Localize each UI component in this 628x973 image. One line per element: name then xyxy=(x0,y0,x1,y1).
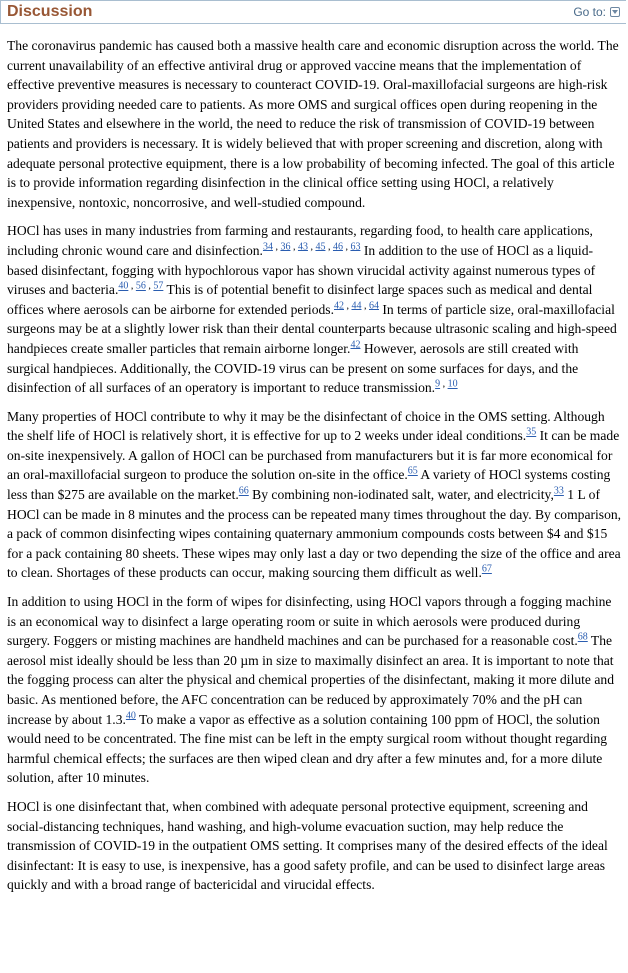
citation-separator: , xyxy=(290,241,298,253)
citation-link[interactable]: 45 xyxy=(315,241,326,253)
citation-link[interactable]: 40 xyxy=(118,280,129,292)
citation-separator: , xyxy=(342,241,351,253)
citation-link[interactable]: 36 xyxy=(280,241,291,253)
citation-link[interactable]: 9 xyxy=(435,378,441,390)
citation-separator: , xyxy=(128,280,136,292)
citation-link[interactable]: 33 xyxy=(553,485,564,497)
citation-link[interactable]: 56 xyxy=(135,280,146,292)
citation-separator: , xyxy=(440,378,448,390)
paragraph-text: In addition to using HOCl in the form of wipes for disinfecting, using HOCl vapors through a fogging machine is an economical way to disinfect a large operating room or suite in which aerosols were produced during surgery. Foggers or misting machines are handheld machines and can be purchased for a reasonable cost. xyxy=(7,594,612,649)
citation-separator: , xyxy=(145,280,154,292)
citation-link[interactable]: 44 xyxy=(351,300,362,312)
citation-separator: , xyxy=(361,300,369,312)
paragraph xyxy=(7,797,623,895)
paragraph-text: To make a vapor as effective as a solution containing 100 ppm of HOCl, the solution would need to be concentrated. The fine mist can be left in the empty surgical room without thought regarding harmful chemical effects; the surfaces are then wiped clean and dry after a few minutes and, for a more dilute solution, after 10 minutes. xyxy=(7,711,608,786)
citation-link[interactable]: 43 xyxy=(297,241,308,253)
citation-link[interactable]: 42 xyxy=(350,339,361,351)
citation-link[interactable]: 68 xyxy=(577,631,588,643)
citation-link[interactable]: 35 xyxy=(526,426,537,438)
citation-link[interactable]: 66 xyxy=(238,485,249,497)
goto-menu[interactable] xyxy=(573,5,620,19)
paragraph-text: A variety of HOCl systems costing less than $275 are available on the market. xyxy=(7,467,611,503)
citation-separator: , xyxy=(307,241,316,253)
paragraph xyxy=(7,592,623,788)
citation-link[interactable]: 34 xyxy=(262,241,273,253)
paragraph-text: The coronavirus pandemic has caused both a massive health care and economic disruption across the world. The current unavailability of an effective antiviral drug or approved vaccine means that the implementation of effective preventive measures is necessary to counteract COVID-19. Oral-maxillofacial surgeons are high-risk providers providing needed care to patients. As more OMS and surgical offices open during reopening in the United States and elsewhere in the world, the need to reduce the risk of transmission of COVID-19 between patients and providers is necessary. It is widely believed that with proper screening and discretion, along with adequate personal protective equipment, there is a low probability of becoming infected. The goal of this article is to provide information regarding disinfection in the clinical office setting using HOCl, a relatively inexpensive, nontoxic, noncorrosive, and well-studied compound. xyxy=(7,38,619,210)
citation-link[interactable]: 46 xyxy=(332,241,343,253)
paragraph xyxy=(7,407,623,583)
paragraph-text: This is of potential benefit to disinfect large spaces such as medical and dental offices where aerosols can be airborne for extended periods. xyxy=(7,282,593,317)
paragraph-text: HOCl has uses in many industries from farming and restaurants, regarding food, to health care applications, including chronic wound care and disinfection. xyxy=(7,223,593,258)
goto-label[interactable]: Go to: xyxy=(573,5,606,19)
paragraph-text: The aerosol mist ideally should be less than 20 µm in size to maximally disinfect an area. It is important to note that the fogging process can alter the physical and chemical properties of the disinfectant, making it more dilute and basic. As mentioned before, the AFC concentration can be reduced by approximately 70% and the pH can increase by about 1.3. xyxy=(7,633,614,727)
paragraph-text: HOCl is one disinfectant that, when combined with adequate personal protective equipment, screening and social-distancing techniques, hand washing, and high-volume evacuation suction, may help reduce the transmission of COVID-19 in the outpatient OMS setting. It comprises many of the desired effects of the ideal disinfectant: It is easy to use, is inexpensive, has a good safety profile, and can be used to disinfect large areas quickly and with a broad range of bactericidal and virucidal effects. xyxy=(7,798,608,893)
paragraph-text: In addition to the use of HOCl as a liquid-based disinfectant, fogging with hypochlorous vapor has shown virucidal activity against numerous types of viruses and bacteria. xyxy=(7,242,596,298)
paragraph-text: By combining non-iodinated salt, water, and electricity, xyxy=(248,487,554,503)
paragraph-text: Many properties of HOCl contribute to why it may be the disinfectant of choice in the OMS setting. Although the shelf life of HOCl is relatively short, it is effective for up to 2 weeks under ideal conditions. xyxy=(7,408,605,444)
paragraph-text: However, aerosols are still created with surgical handpieces. Additionally, the COVID-19 virus can be present on some surfaces for days, and the disinfection of all surfaces of an operatory is important to reduce transmission. xyxy=(7,340,579,396)
citation-separator: , xyxy=(325,241,333,253)
citation-link[interactable]: 64 xyxy=(369,300,379,312)
paragraph-text: It can be made on-site inexpensively. A gallon of HOCl can be purchased from manufacturers but it is far more economical for an oral-maxillofacial surgeon to produce the solution on-site in the office. xyxy=(7,428,620,483)
paragraph-text: In terms of particle size, oral-maxillofacial surgeons may be at a slightly lower risk than their dental counterparts because ultrasonic scaling and high-speed handpieces create smaller particles that remain airborne longer. xyxy=(7,301,617,356)
citation-link[interactable]: 65 xyxy=(407,465,418,477)
section-header xyxy=(0,0,626,24)
section-title: Discussion xyxy=(7,3,93,20)
citation-link[interactable]: 57 xyxy=(153,280,164,292)
paragraph xyxy=(7,36,623,212)
citation-link[interactable]: 10 xyxy=(447,378,458,390)
article-body xyxy=(7,36,623,904)
citation-link[interactable]: 63 xyxy=(350,241,361,253)
citation-separator: , xyxy=(344,300,352,312)
paragraph xyxy=(7,221,623,397)
citation-link[interactable]: 67 xyxy=(481,563,492,575)
paragraph-text: 1 L of HOCl can be made in 8 minutes and the process can be repeated many times throughout the day. By comparison, a pack of common disinfecting wipes containing quaternary ammonium compounds costs between $4 and $15 for a pack containing 80 sheets. These wipes may only last a day or two depending the size of the office and area to clean. Shortages of these products can occur, making sourcing them difficult as well. xyxy=(7,487,622,581)
citation-link[interactable]: 42 xyxy=(334,300,344,312)
chevron-down-icon[interactable] xyxy=(610,7,620,17)
citation-separator: , xyxy=(272,241,281,253)
citation-link[interactable]: 40 xyxy=(125,710,136,722)
